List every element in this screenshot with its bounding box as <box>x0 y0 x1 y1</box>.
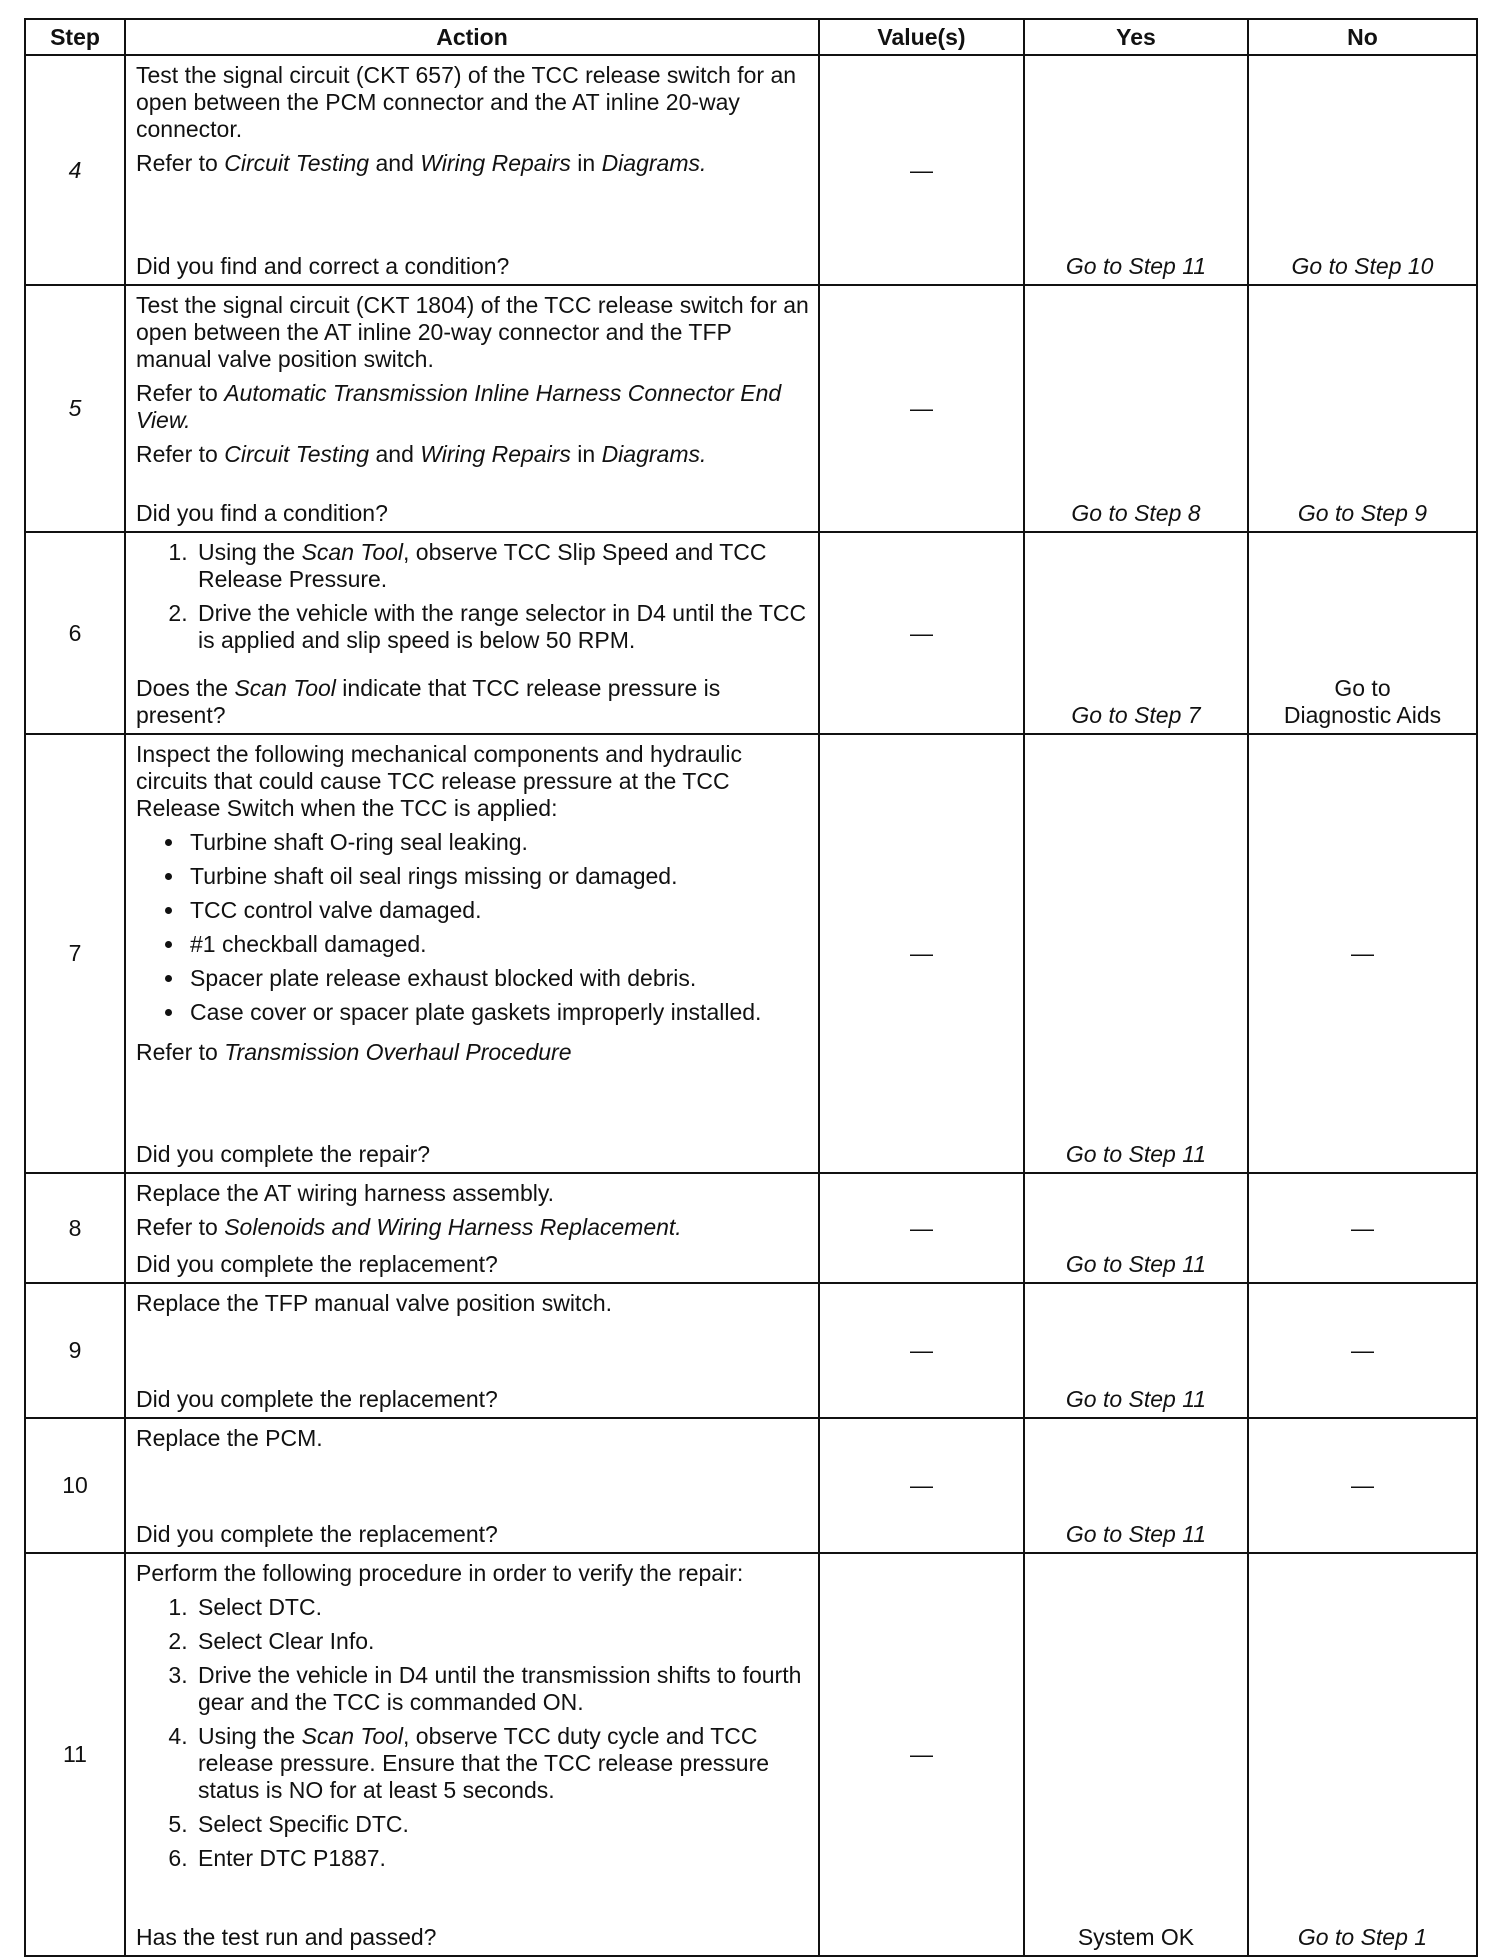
no-outcome-link[interactable]: Go to Step 1 <box>1297 1924 1428 1950</box>
no-outcome-link[interactable]: Go to Diagnostic Aids <box>1283 675 1442 728</box>
action-text: Replace the AT wiring harness assembly. <box>136 1180 555 1206</box>
no-cell: — <box>1248 734 1477 1173</box>
question-text: Did you find a condition? <box>136 500 388 526</box>
header-action: Action <box>125 19 819 55</box>
table-row-step-10 <box>25 1418 1477 1553</box>
value-cell: — <box>819 1418 1024 1553</box>
table-header-row <box>25 19 1477 55</box>
list-item: 2. Drive the vehicle with the range selector in D4 until the TCC is applied and slip speed is below 50 RPM. <box>194 600 810 654</box>
action-cell <box>125 1173 819 1283</box>
diagnostic-table <box>24 18 1478 1957</box>
step-number: 10 <box>25 1418 125 1553</box>
yes-cell <box>1024 1283 1248 1418</box>
question-text: Did you find and correct a condition? <box>136 253 510 279</box>
header-yes: Yes <box>1024 19 1248 55</box>
step-number: 7 <box>25 734 125 1173</box>
no-outcome-link[interactable]: Go to Step 10 <box>1291 253 1434 279</box>
action-cell <box>125 1283 819 1418</box>
action-text: Test the signal circuit (CKT 1804) of the TCC release switch for an open between the AT inline 20-way connector and the TFP manual valve position switch. <box>136 292 809 372</box>
yes-outcome-link[interactable]: Go to Step 11 <box>1065 253 1207 279</box>
yes-cell <box>1024 1553 1248 1956</box>
list-item: • Case cover or spacer plate gaskets improperly installed. <box>186 999 810 1026</box>
yes-outcome-link[interactable]: System OK <box>1077 1924 1195 1950</box>
verification-list <box>136 1594 810 1879</box>
list-item: • Turbine shaft oil seal rings missing or damaged. <box>186 863 810 890</box>
list-item: 1. Using the Scan Tool, observe TCC Slip Speed and TCC Release Pressure. <box>194 539 810 593</box>
step-number: 4 <box>25 55 125 285</box>
action-text: Replace the TFP manual valve position switch. <box>136 1290 613 1316</box>
table-row-step-4 <box>25 55 1477 285</box>
action-text: Test the signal circuit (CKT 657) of the TCC release switch for an open between the PCM connector and the AT inline 20-way connector. <box>136 62 797 142</box>
header-values: Value(s) <box>819 19 1024 55</box>
value-cell: — <box>819 532 1024 734</box>
question-text: Did you complete the repair? <box>136 1141 431 1167</box>
list-item: 6. Enter DTC P1887. <box>194 1845 810 1872</box>
action-cell <box>125 1553 819 1956</box>
list-item: • #1 checkball damaged. <box>186 931 810 958</box>
value-cell: — <box>819 1553 1024 1956</box>
action-cell <box>125 1418 819 1553</box>
procedure-list <box>136 539 810 661</box>
reference-text: Refer to Automatic Transmission Inline Harness Connector End View. <box>136 380 782 433</box>
header-step: Step <box>25 19 125 55</box>
yes-outcome-link[interactable]: Go to Step 11 <box>1065 1251 1207 1277</box>
table-row-step-8 <box>25 1173 1477 1283</box>
step-number: 5 <box>25 285 125 532</box>
list-item: • TCC control valve damaged. <box>186 897 810 924</box>
list-item: 3. Drive the vehicle in D4 until the transmission shifts to fourth gear and the TCC is commanded ON. <box>194 1662 810 1716</box>
table-row-step-5 <box>25 285 1477 532</box>
yes-cell <box>1024 1173 1248 1283</box>
value-cell: — <box>819 734 1024 1173</box>
action-cell <box>125 285 819 532</box>
diagnostic-page <box>24 18 1476 1957</box>
yes-outcome-link[interactable]: Go to Step 8 <box>1071 500 1201 526</box>
question-text: Did you complete the replacement? <box>136 1521 498 1547</box>
list-item: 5. Select Specific DTC. <box>194 1811 810 1838</box>
action-text: Perform the following procedure in order to verify the repair: <box>136 1560 744 1586</box>
question-text: Has the test run and passed? <box>136 1924 437 1950</box>
action-cell <box>125 532 819 734</box>
no-cell: — <box>1248 1418 1477 1553</box>
list-item: 1. Select DTC. <box>194 1594 810 1621</box>
step-number: 11 <box>25 1553 125 1956</box>
header-no: No <box>1248 19 1477 55</box>
yes-cell <box>1024 532 1248 734</box>
yes-cell <box>1024 285 1248 532</box>
yes-outcome-link[interactable]: Go to Step 7 <box>1071 702 1201 728</box>
no-outcome-link[interactable]: Go to Step 9 <box>1297 500 1428 526</box>
no-cell <box>1248 55 1477 285</box>
yes-cell <box>1024 55 1248 285</box>
no-cell <box>1248 285 1477 532</box>
question-text: Did you complete the replacement? <box>136 1251 498 1277</box>
reference-text: Refer to Circuit Testing and Wiring Repairs in Diagrams. <box>136 150 707 176</box>
question-text: Does the Scan Tool indicate that TCC release pressure is present? <box>136 675 721 728</box>
table-row-step-9 <box>25 1283 1477 1418</box>
value-cell: — <box>819 285 1024 532</box>
list-item: 2. Select Clear Info. <box>194 1628 810 1655</box>
yes-cell <box>1024 734 1248 1173</box>
action-text: Inspect the following mechanical components and hydraulic circuits that could cause TCC release pressure at the TCC Release Switch when the TCC is applied: <box>136 741 743 821</box>
inspection-list <box>136 829 810 1033</box>
action-cell <box>125 55 819 285</box>
no-cell: — <box>1248 1283 1477 1418</box>
value-cell: — <box>819 1173 1024 1283</box>
no-cell <box>1248 532 1477 734</box>
yes-outcome-link[interactable]: Go to Step 11 <box>1065 1386 1207 1412</box>
no-cell: — <box>1248 1173 1477 1283</box>
yes-cell <box>1024 1418 1248 1553</box>
list-item: • Spacer plate release exhaust blocked with debris. <box>186 965 810 992</box>
reference-text: Refer to Solenoids and Wiring Harness Replacement. <box>136 1214 682 1240</box>
question-text: Did you complete the replacement? <box>136 1386 498 1412</box>
step-number: 9 <box>25 1283 125 1418</box>
table-row-step-7 <box>25 734 1477 1173</box>
action-cell <box>125 734 819 1173</box>
table-row-step-6 <box>25 532 1477 734</box>
yes-outcome-link[interactable]: Go to Step 11 <box>1065 1521 1207 1547</box>
table-row-step-11 <box>25 1553 1477 1956</box>
value-cell: — <box>819 1283 1024 1418</box>
action-text: Replace the PCM. <box>136 1425 323 1451</box>
list-item: • Turbine shaft O-ring seal leaking. <box>186 829 810 856</box>
step-number: 8 <box>25 1173 125 1283</box>
reference-text: Refer to Transmission Overhaul Procedure <box>136 1039 572 1065</box>
reference-text: Refer to Circuit Testing and Wiring Repairs in Diagrams. <box>136 441 707 467</box>
yes-outcome-link[interactable]: Go to Step 11 <box>1065 1141 1207 1167</box>
value-cell: — <box>819 55 1024 285</box>
list-item: 4. Using the Scan Tool, observe TCC duty cycle and TCC release pressure. Ensure that the TCC release pressure status is NO for at least 5 seconds. <box>194 1723 810 1804</box>
no-cell <box>1248 1553 1477 1956</box>
step-number: 6 <box>25 532 125 734</box>
